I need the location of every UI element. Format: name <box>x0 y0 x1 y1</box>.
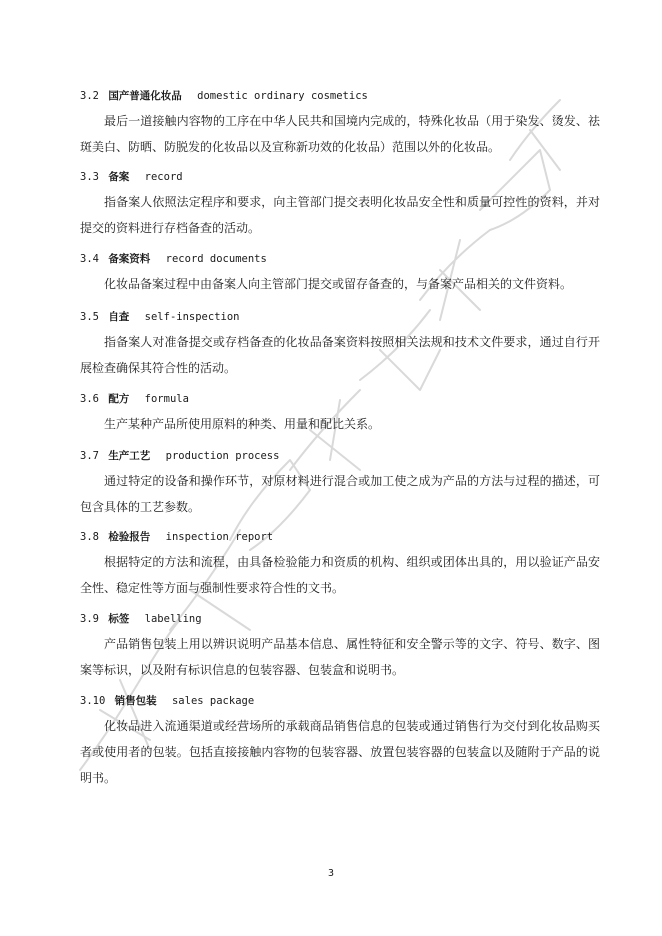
term-chinese: 生产工艺 <box>108 450 151 462</box>
term-number: 3.4 <box>80 253 99 265</box>
term-definition: 指备案人依照法定程序和要求，向主管部门提交表明化妆品安全性和质量可控性的资料，并对提交的资料进行存档备查的活动。 <box>80 195 600 235</box>
term-number: 3.2 <box>80 90 99 102</box>
term-heading <box>80 449 279 463</box>
term-chinese: 备案 <box>108 171 130 183</box>
term-english: sales package <box>171 695 255 707</box>
term-definition: 根据特定的方法和流程，由具备检验能力和资质的机构、组织或团体出具的，用以验证产品安全性、稳定性等方面与强制性要求符合性的文书。 <box>80 555 600 595</box>
term-english: record <box>144 171 183 183</box>
term-chinese: 标签 <box>108 613 130 625</box>
term-chinese: 自查 <box>108 311 130 323</box>
term-number: 3.3 <box>80 171 99 183</box>
term-english: labelling <box>144 613 202 625</box>
page-number: 3 <box>327 868 335 879</box>
term-chinese: 销售包装 <box>114 695 157 707</box>
term-chinese: 备案资料 <box>108 253 151 265</box>
term-heading <box>80 170 183 184</box>
term-definition: 指备案人对准备提交或存档备查的化妆品备案资料按照相关法规和技术文件要求，通过自行开展检查确保其符合性的活动。 <box>80 335 600 375</box>
term-definition: 化妆品备案过程中由备案人向主管部门提交或留存备查的，与备案产品相关的文件资料。 <box>104 277 573 291</box>
term-chinese: 检验报告 <box>108 531 151 543</box>
term-english: record documents <box>165 253 267 265</box>
term-chinese: 国产普通化妆品 <box>108 90 182 102</box>
term-heading <box>80 392 189 406</box>
term-heading <box>80 612 202 626</box>
term-definition: 最后一道接触内容物的工序在中华人民共和国境内完成的，特殊化妆品（用于染发、烫发、祛斑美白、防晒、防脱发的化妆品以及宣称新功效的化妆品）范围以外的化妆品。 <box>80 114 600 154</box>
term-number: 3.10 <box>80 695 106 707</box>
term-definition: 通过特定的设备和操作环节，对原材料进行混合或加工使之成为产品的方法与过程的描述，可包含具体的工艺参数。 <box>80 474 600 514</box>
term-heading <box>80 694 254 708</box>
term-number: 3.7 <box>80 450 99 462</box>
term-heading <box>80 252 267 266</box>
term-english: self-inspection <box>144 311 240 323</box>
term-definition: 生产某种产品所使用原料的种类、用量和配比关系。 <box>104 417 381 431</box>
term-definition: 化妆品进入流通渠道或经营场所的承载商品销售信息的包装或通过销售行为交付到化妆品购买者或使用者的包装。包括直接接触内容物的包装容器、放置包装容器的包装盒以及随附于产品的说明书。 <box>80 719 600 785</box>
term-english: production process <box>165 450 280 462</box>
term-english: domestic ordinary cosmetics <box>197 90 368 102</box>
term-heading <box>80 310 239 324</box>
term-heading <box>80 530 273 544</box>
term-number: 3.9 <box>80 613 99 625</box>
term-english: formula <box>144 393 189 405</box>
term-number: 3.6 <box>80 393 99 405</box>
term-heading <box>80 89 368 103</box>
term-number: 3.8 <box>80 531 99 543</box>
term-english: inspection report <box>165 531 274 543</box>
term-chinese: 配方 <box>108 393 130 405</box>
term-number: 3.5 <box>80 311 99 323</box>
term-definition: 产品销售包装上用以辨识说明产品基本信息、属性特征和安全警示等的文字、符号、数字、图案等标识，以及附有标识信息的包装容器、包装盒和说明书。 <box>80 637 600 677</box>
